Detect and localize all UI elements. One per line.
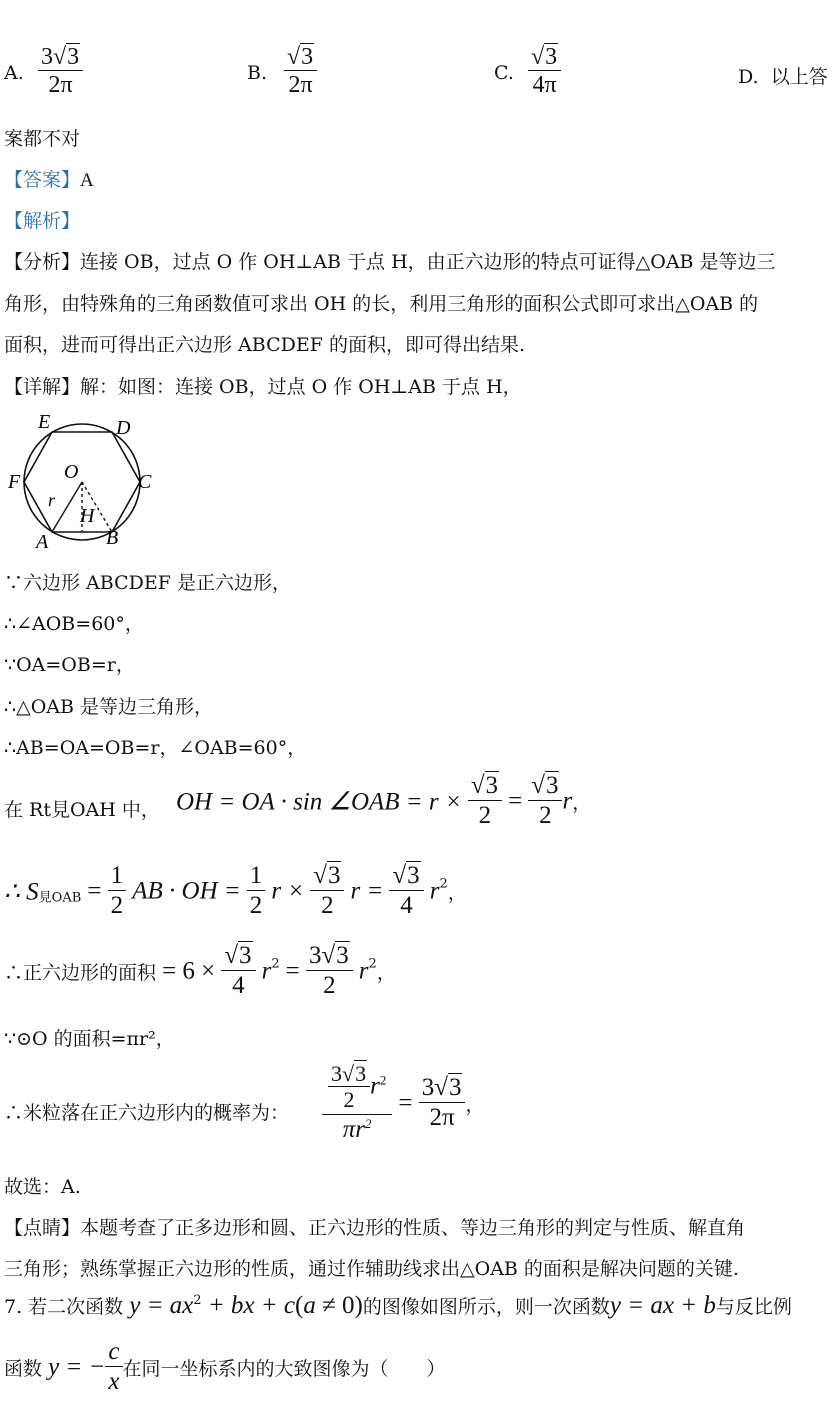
option-a-label: A. [4,62,24,84]
option-c-label: C. [494,62,514,84]
step-8-equation: ∴正六边形的面积 = 6 × $\frac{√3}{4}$ $r^2$ = $\frac{3√3}{2}$ $r^2$， [4,942,396,999]
step-6-equation: OH = OA · sin ∠OAB = r × $\frac{√3}{2}$ = $\frac{√3}{2}$ r， [176,772,592,829]
fig-label-B: B [106,527,119,549]
hexagon-figure [0,408,170,553]
dianjing-line-1: 【点睛】本题考查了正多边形和圆、正六边形的性质、等边三角形的判定与性质、解直角 [4,1217,746,1239]
fig-label-F: F [8,471,21,493]
step-1: ∵六边形 ABCDEF 是正六边形， [4,572,291,594]
fenxi-line-1: 【分析】连接 OB，过点 O 作 OH⊥AB 于点 H，由正六边形的特点可证得△OAB 是等边三 [4,251,776,273]
step-10-equation: $\frac{3√3}{2}$ $r^2$ $\pi r^2$ = $\frac{3√3}{2\pi}$ ， [322,1062,484,1145]
option-c-value: $\frac{√3}{4\pi}$ [528,44,561,100]
step-3: ∵OA=OB=r， [4,654,135,676]
step-5: ∴AB=OA=OB=r，∠OAB=60°， [4,737,307,759]
step-9: ∵⊙O 的面积=πr²， [4,1028,175,1050]
step-10-prefix: ∴米粒落在正六边形内的概率为： [4,1102,290,1124]
option-d-continued: 案都不对 [4,128,81,150]
fig-label-E: E [38,411,51,433]
xiangjie-line: 【详解】解：如图：连接 OB，过点 O 作 OH⊥AB 于点 H， [4,376,522,398]
question-7-line-2: 函数 y = − $\frac{c}{x}$ 在同一坐标系内的大致图像为（ ） [4,1338,446,1395]
dianjing-line-2: 三角形；熟练掌握正六边形的性质，通过作辅助线求出△OAB 的面积是解决问题的关键. [4,1258,739,1280]
option-a-value: $\frac{3√3}{2\pi}$ [38,44,83,100]
fig-label-O: O [64,461,79,483]
fig-label-D: D [116,417,131,439]
fig-label-C: C [138,471,152,493]
step-7-equation: ∴ $S_{見OAB}$ = $\frac{1}{2}$ AB · OH = $\frac{1}{2}$ r × $\frac{√3}{2}$ r = $\frac{√3}{4}$ $r^2$， [4,862,467,919]
option-b-value: $\frac{√3}{2\pi}$ [284,44,317,100]
fenxi-line-3: 面积，进而可得出正六边形 ABCDEF 的面积，即可得出结果. [4,334,525,356]
question-7-line-1: 7. 若二次函数 $y = ax^2$ + bx + c(a ≠ 0)的图像如图所示，则一次函数y = ax + b与反比例 [4,1292,792,1319]
analysis-label: 【解析】 [4,210,81,232]
fig-label-H: H [80,505,95,527]
step-4: ∴△OAB 是等边三角形， [4,696,214,718]
step-2: ∴∠AOB=60°， [4,613,144,635]
choose-line: 故选：A. [4,1176,81,1198]
step-6-prefix: 在 Rt見OAH 中， [4,799,160,821]
option-b-label: B. [247,62,268,84]
fig-label-A: A [36,531,49,553]
fig-label-r: r [48,490,56,510]
answer-line: 【答案】A [4,169,94,191]
option-d: D. 以上答 [738,66,828,88]
fenxi-line-2: 角形，由特殊角的三角函数值可求出 OH 的长，利用三角形的面积公式即可求出△OAB 的 [4,293,759,315]
